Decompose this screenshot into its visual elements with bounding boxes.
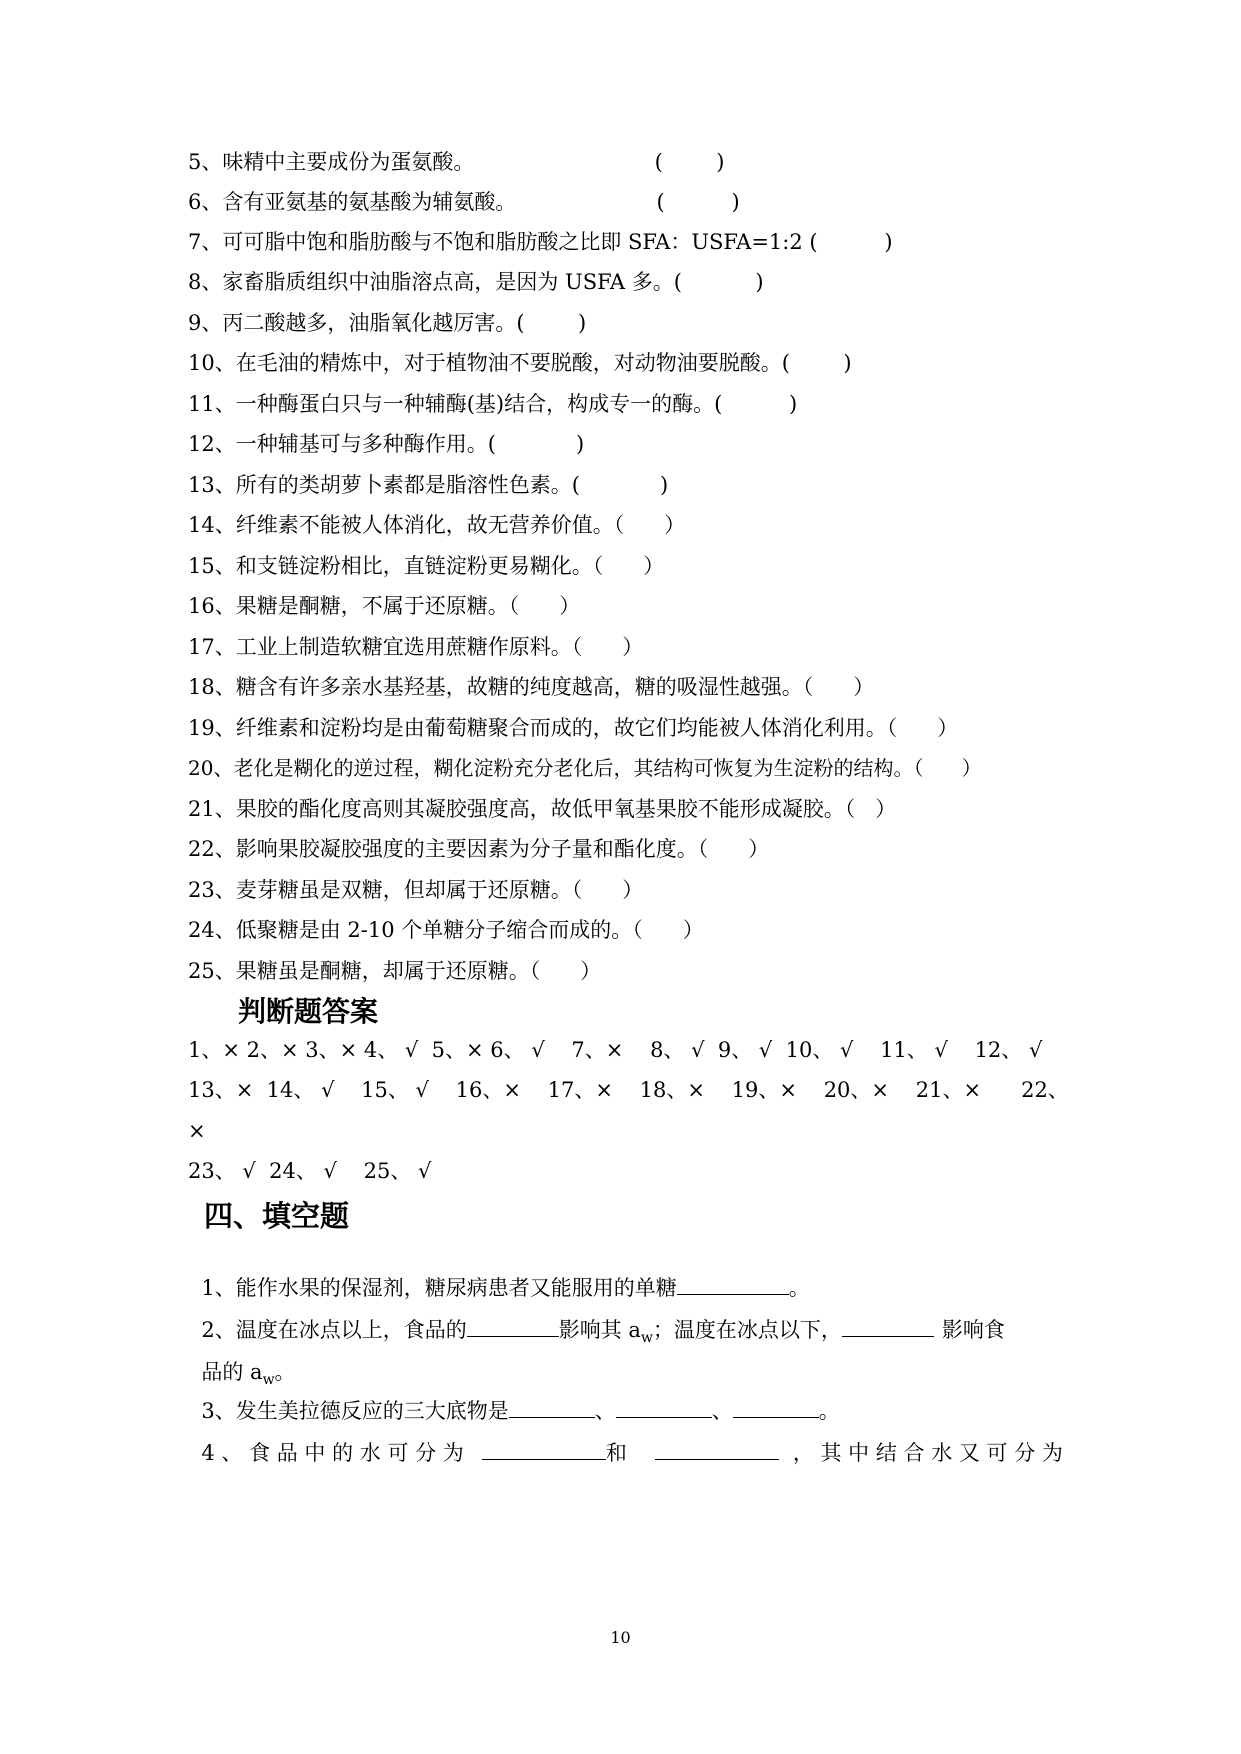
page-number: 10 [610,1628,631,1647]
fill-q3-end: 。 [818,1399,840,1423]
question-23: 23、麦芽糖虽是双糖，但却属于还原糖。（ ） [188,878,644,902]
fill-q1-text: 1、能作水果的保湿剂，糖尿病患者又能服用的单糖 [201,1276,677,1300]
fill-q3-text: 3、发生美拉德反应的三大底物是 [201,1399,509,1423]
answer-line-2: 13、× 14、 √ 15、 √ 16、× 17、× 18、× 19、× 20、× 21、× 22、 [188,1078,1069,1102]
fill-question-2 [188,1288,1005,1352]
question-11: 11、一种酶蛋白只与一种辅酶(基)结合，构成专一的酶。( ) [188,392,798,416]
fill-q2-part-d: 影响食 [941,1318,1005,1342]
answer-heading: 判断题答案 [238,995,379,1028]
answer-blank [842,1316,934,1337]
fill-q2-part-b: 影响其 a [558,1318,641,1342]
fill-q1-end: 。 [788,1276,810,1300]
answer-blank [467,1316,559,1337]
answer-line-3: × [188,1119,206,1143]
question-6: 6、含有亚氨基的氨基酸为辅氨酸。 ( ) [188,190,740,214]
question-13: 13、所有的类胡萝卜素都是脂溶性色素。( ) [188,473,669,497]
fill-q4-part-b: 和 [605,1441,627,1465]
question-20: 20、老化是糊化的逆过程，糊化淀粉充分老化后，其结构可恢复为生淀粉的结构。（ ） [188,756,982,780]
question-22: 22、影响果胶凝胶强度的主要因素为分子量和酯化度。（ ） [188,837,770,861]
fill-q2-part-a: 2、温度在冰点以上，食品的 [201,1318,467,1342]
answer-line-1: 1、× 2、× 3、× 4、 √ 5、× 6、 √ 7、× 8、 √ 9、 √ 10、 √ 11、 √ 12、 √ [188,1038,1043,1062]
answer-blank [655,1439,779,1460]
subscript-w: w [262,1372,275,1389]
question-15: 15、和支链淀粉相比，直链淀粉更易糊化。（ ） [188,554,665,578]
fill-question-4 [188,1411,1063,1467]
question-16: 16、果糖是酮糖，不属于还原糖。（ ） [188,594,581,618]
fill-q4-part-a: 4 、 食 品 中 的 水 可 分 为 [201,1441,464,1465]
fill-q2-cont-a: 品的 a [201,1360,263,1384]
question-19: 19、纤维素和淀粉均是由葡萄糖聚合而成的，故它们均能被人体消化利用。（ ） [188,716,959,740]
question-18: 18、糖含有许多亲水基羟基，故糖的纯度越高，糖的吸湿性越强。（ ） [188,675,875,699]
section-heading: 四、填空题 [204,1199,350,1233]
question-5: 5、味精中主要成份为蛋氨酸。 ( ) [188,150,725,174]
fill-q2-cont-b: 。 [274,1360,296,1384]
question-14: 14、纤维素不能被人体消化，故无营养价值。（ ） [188,513,686,537]
question-8: 8、家畜脂质组织中油脂溶点高，是因为 USFA 多。( ) [188,270,764,294]
fill-q2-part-c: ；温度在冰点以下， [652,1318,842,1342]
question-10: 10、在毛油的精炼中，对于植物油不要脱酸，对动物油要脱酸。( ) [188,351,852,375]
question-12: 12、一种辅基可与多种酶作用。( ) [188,432,585,456]
question-25: 25、果糖虽是酮糖，却属于还原糖。（ ） [188,959,602,983]
separator: 、 [594,1399,616,1423]
question-24: 24、低聚糖是由 2-10 个单糖分子缩合而成的。（ ） [188,918,704,942]
fill-q4-part-c: ， 其 中 结 合 水 又 可 分 为 [792,1441,1063,1465]
subscript-w: w [640,1330,653,1347]
answer-line-4: 23、 √ 24、 √ 25、 √ [188,1159,432,1183]
answer-blank [482,1439,606,1460]
question-17: 17、工业上制造软糖宜选用蔗糖作原料。（ ） [188,635,644,659]
question-21: 21、果胶的酯化度高则其凝胶强度高，故低甲氧基果胶不能形成凝胶。（ ） [188,797,897,821]
question-7: 7、可可脂中饱和脂肪酸与不饱和脂肪酸之比即 SFA：USFA=1:2 ( ) [188,230,893,254]
question-9: 9、丙二酸越多，油脂氧化越厉害。( ) [188,311,587,335]
separator: 、 [711,1399,733,1423]
